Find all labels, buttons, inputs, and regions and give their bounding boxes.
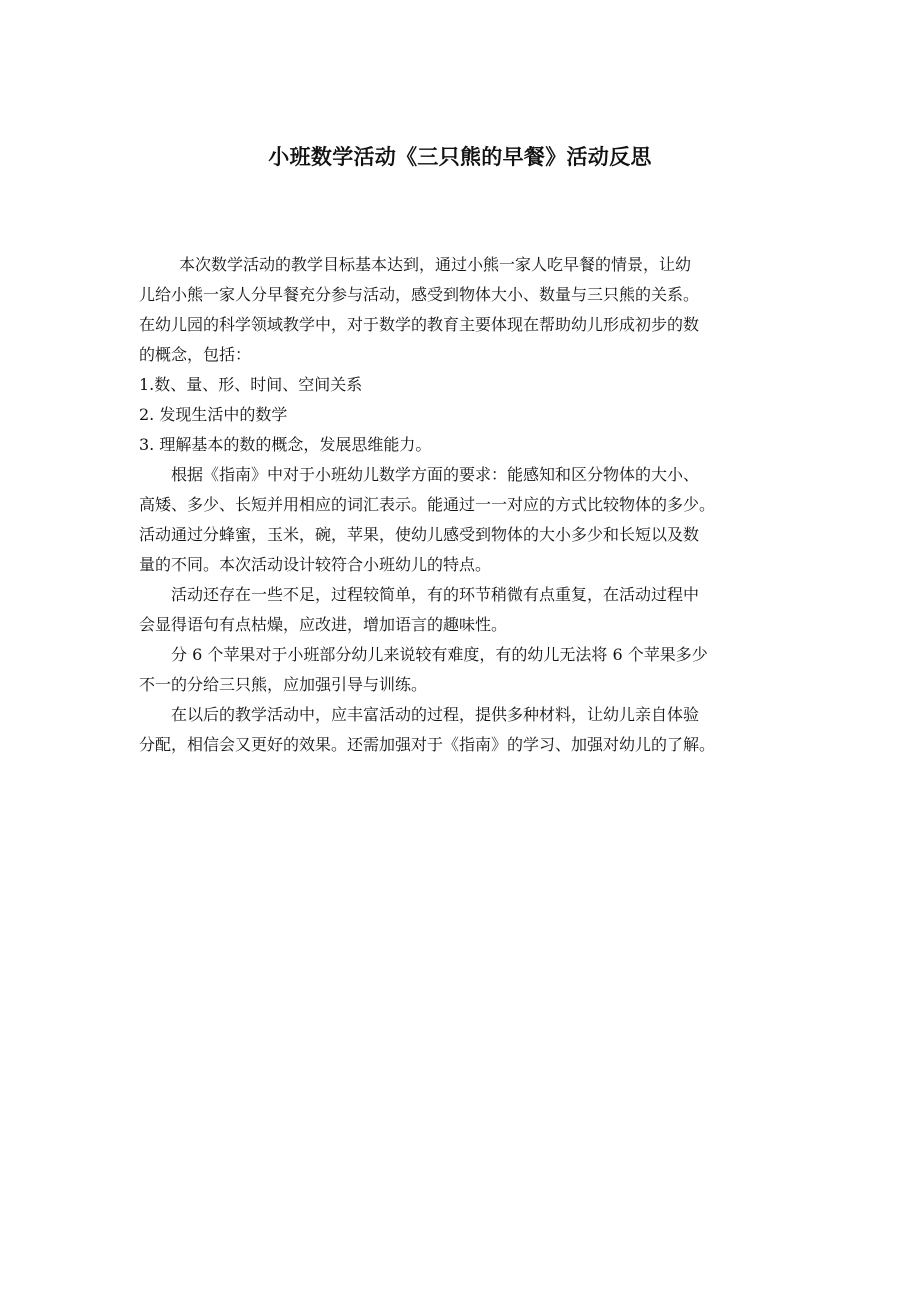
- list-item: 2. 发现生活中的数学: [139, 405, 288, 424]
- document-title: 小班数学活动《三只熊的早餐》活动反思: [268, 145, 652, 169]
- paragraph-line: 本次数学活动的教学目标基本达到，通过小熊一家人吃早餐的情景，让幼: [179, 255, 692, 274]
- paragraph-line: 分配，相信会又更好的效果。还需加强对于《指南》的学习、加强对幼儿的了解。: [139, 735, 716, 754]
- paragraph-line: 根据《指南》中对于小班幼儿数学方面的要求：能感知和区分物体的大小、: [171, 465, 700, 484]
- paragraph-line: 在以后的教学活动中，应丰富活动的过程，提供多种材料，让幼儿亲自体验: [171, 705, 700, 724]
- document-body: [139, 250, 789, 760]
- paragraph-line: 在幼儿园的科学领域教学中，对于数学的教育主要体现在帮助幼儿形成初步的数: [139, 315, 700, 334]
- paragraph-line: 高矮、多少、长短并用相应的词汇表示。能通过一一对应的方式比较物体的多少。: [139, 495, 716, 514]
- paragraph-line: 儿给小熊一家人分早餐充分参与活动，感受到物体大小、数量与三只熊的关系。: [139, 285, 700, 304]
- paragraph-line: 的概念，包括：: [139, 345, 252, 364]
- paragraph-line: 分 6 个苹果对于小班部分幼儿来说较有难度，有的幼儿无法将 6 个苹果多少: [171, 645, 708, 664]
- list-item: 3. 理解基本的数的概念，发展思维能力。: [139, 435, 432, 454]
- paragraph-line: 不一的分给三只熊，应加强引导与训练。: [139, 675, 428, 694]
- paragraph-line: 量的不同。本次活动设计较符合小班幼儿的特点。: [139, 555, 492, 574]
- paragraph-line: 活动通过分蜂蜜，玉米，碗，苹果，使幼儿感受到物体的大小多少和长短以及数: [139, 525, 700, 544]
- paragraph-line: 会显得语句有点枯燥，应改进，增加语言的趣味性。: [139, 615, 508, 634]
- list-item: 1.数、量、形、时间、空间关系: [139, 375, 363, 394]
- paragraph-line: 活动还存在一些不足，过程较简单，有的环节稍微有点重复，在活动过程中: [171, 585, 700, 604]
